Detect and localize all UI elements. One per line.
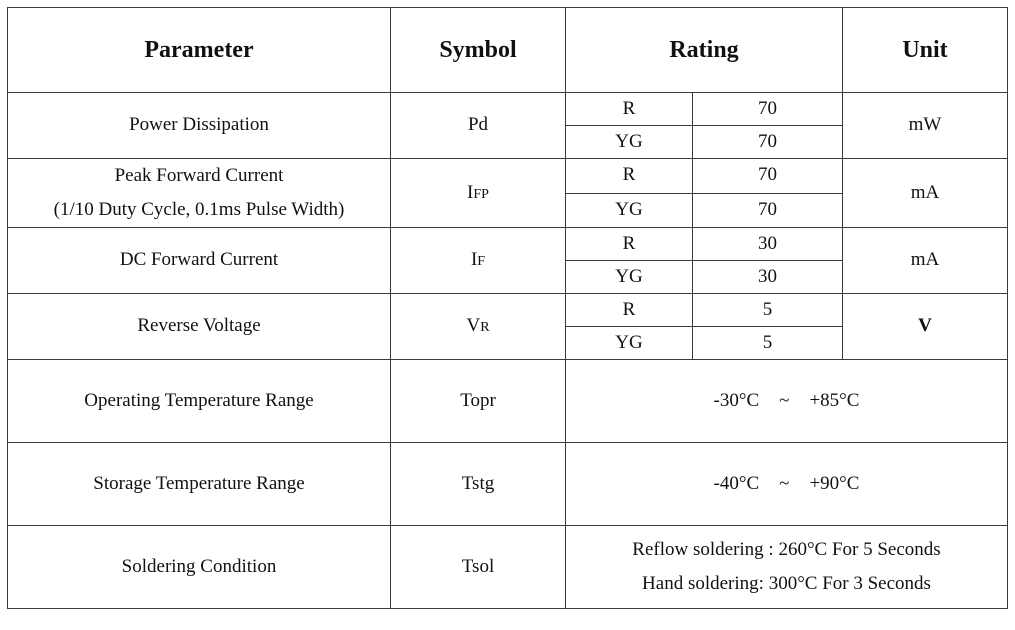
symbol-subscript: F [477,254,486,270]
symbol-cell: Tstg [391,443,566,526]
unit-cell: mW [843,93,1008,159]
rating-value-cell: 70 [693,126,843,159]
rating-color-cell: R [566,93,693,126]
rating-value-cell: 5 [693,327,843,360]
rating-color-cell: YG [566,327,693,360]
symbol-cell: Pd [391,93,566,159]
symbol-main: I [470,249,478,271]
rating-value-cell: 30 [693,228,843,261]
rating-separator: ~ [779,472,790,494]
header-symbol: Symbol [391,8,566,93]
header-row [8,8,1008,93]
table-row [8,228,1008,261]
rating-color-cell: R [566,228,693,261]
absolute-max-ratings-table [7,7,1008,609]
symbol-subscript: FP [473,186,489,202]
parameter-cell: DC Forward Current [8,228,391,294]
rating-value-cell: 70 [693,193,843,228]
symbol-main: I [467,181,474,203]
rating-color-cell: YG [566,193,693,228]
symbol-cell [391,159,566,228]
table-row [8,443,1008,526]
rating-line: Hand soldering: 300°C For 3 Seconds [642,573,931,594]
unit-cell: mA [843,159,1008,228]
rating-condition-cell [566,526,1008,609]
parameter-cell: Operating Temperature Range [8,360,391,443]
symbol-cell [391,228,566,294]
header-parameter: Parameter [8,8,391,93]
rating-range-cell [566,443,1008,526]
parameter-cell: Reverse Voltage [8,294,391,360]
header-rating: Rating [566,8,843,93]
rating-range-cell [566,360,1008,443]
unit-cell: mA [843,228,1008,294]
table-row [8,294,1008,327]
rating-color-cell: YG [566,126,693,159]
rating-value-cell: 70 [693,93,843,126]
symbol-subscript: R [480,320,490,336]
symbol-cell: Tsol [391,526,566,609]
rating-min: -40°C [713,472,760,494]
rating-separator: ~ [779,389,790,411]
absolute-max-ratings-table-wrapper [7,7,1008,609]
symbol-main: V [466,315,481,337]
symbol-cell: Topr [391,360,566,443]
rating-value-cell: 70 [693,159,843,194]
parameter-cell [8,159,391,228]
parameter-cell: Power Dissipation [8,93,391,159]
parameter-line: Peak Forward Current [114,165,284,186]
rating-line: Reflow soldering : 260°C For 5 Seconds [632,539,941,560]
rating-max: +85°C [809,389,860,411]
rating-color-cell: R [566,159,693,194]
rating-value-cell: 5 [693,294,843,327]
rating-min: -30°C [713,389,760,411]
rating-color-cell: R [566,294,693,327]
table-row [8,93,1008,126]
rating-color-cell: YG [566,261,693,294]
parameter-line: (1/10 Duty Cycle, 0.1ms Pulse Width) [53,199,345,220]
header-unit: Unit [843,8,1008,93]
table-row [8,159,1008,194]
symbol-cell [391,294,566,360]
table-row [8,360,1008,443]
parameter-cell: Soldering Condition [8,526,391,609]
unit-cell: V [843,294,1008,360]
parameter-cell: Storage Temperature Range [8,443,391,526]
rating-max: +90°C [809,472,860,494]
table-row [8,526,1008,609]
rating-value-cell: 30 [693,261,843,294]
